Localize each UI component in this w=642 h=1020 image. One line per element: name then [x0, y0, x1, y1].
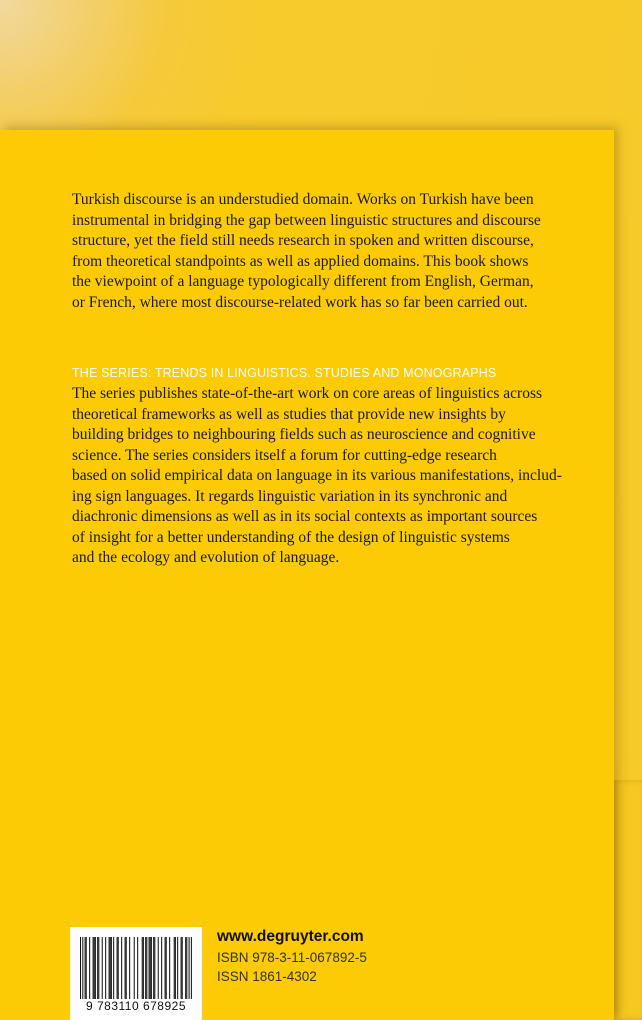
barcode-bar: [174, 937, 175, 999]
barcode-bar: [82, 937, 83, 999]
barcode-bar: [134, 937, 135, 999]
barcode-bar: [149, 937, 150, 999]
barcode-bar: [150, 937, 151, 999]
barcode-bar: [97, 937, 98, 999]
barcode-bar: [143, 937, 144, 999]
barcode-bar: [86, 937, 87, 999]
series-line: based on solid empirical data on language in its various manifestations, includ-: [72, 467, 562, 484]
series-line: building bridges to neighbouring fields such as neuroscience and cognitive: [72, 426, 536, 443]
series-line: theoretical frameworks as well as studies that provide new insights by: [72, 405, 506, 423]
barcode-digits: 9 783110 678925: [85, 999, 187, 1013]
series-line: The series publishes state-of-the-art work on core areas of linguistics across: [72, 385, 543, 402]
barcode-bar: [126, 937, 127, 999]
barcode-bar: [177, 937, 178, 999]
series-line: ing sign languages. It regards linguistic variation in its synchronic and: [72, 487, 508, 505]
barcode-bar: [137, 937, 138, 999]
description-line: Turkish discourse is an understudied domain. Works on Turkish have been: [72, 191, 534, 208]
description-line: instrumental in bridging the gap between linguistic structures and discourse: [72, 211, 541, 229]
barcode-bar: [161, 937, 162, 999]
barcode-bar: [93, 937, 94, 999]
barcode-bar: [129, 937, 130, 999]
barcode-bar: [118, 937, 119, 999]
barcode-bar: [146, 937, 147, 999]
barcode-bar: [158, 937, 159, 999]
barcode-bar: [89, 937, 90, 999]
series-line: science. The series considers itself a forum for cutting-edge research: [72, 446, 497, 464]
barcode-bars: [80, 937, 192, 999]
barcode-bar: [145, 937, 146, 999]
barcode-bar: [153, 937, 154, 999]
barcode-bar: [85, 937, 86, 999]
barcode-bar: [154, 937, 155, 999]
barcode-bar: [98, 937, 99, 999]
barcode-bar: [142, 937, 143, 999]
barcode-bar: [182, 937, 183, 999]
barcode-bar: [111, 937, 112, 999]
series-description: [72, 384, 560, 569]
series-line: diachronic dimensions as well as in its social contexts as important sources: [72, 508, 538, 525]
barcode-bar: [102, 937, 103, 999]
barcode-bar: [80, 937, 81, 999]
barcode-bar: [113, 937, 114, 999]
publisher-url[interactable]: www.degruyter.com: [217, 928, 364, 945]
barcode-bar: [191, 937, 192, 999]
barcode-bar: [94, 937, 95, 999]
description-line: structure, yet the field still needs research in spoken and written discourse,: [72, 232, 534, 249]
cover-edge-strip: [614, 780, 642, 1020]
description-line: or French, where most discourse-related work has so far been carried out.: [72, 293, 528, 311]
barcode-bar: [175, 937, 176, 999]
barcode-bar: [125, 937, 126, 999]
series-line: and the ecology and evolution of language.: [72, 549, 340, 566]
book-description: [72, 190, 560, 313]
barcode-bar: [117, 937, 118, 999]
barcode-bar: [189, 937, 190, 999]
series-heading: THE SERIES: TRENDS IN LINGUISTICS. STUDIES AND MONOGRAPHS: [72, 366, 497, 380]
barcode-bar: [186, 937, 187, 999]
barcode-bar: [169, 937, 170, 999]
barcode-bar: [105, 937, 106, 999]
description-line: from theoretical standpoints as well as applied domains. This book shows: [72, 252, 529, 270]
barcode-bar: [110, 937, 111, 999]
barcode-bar: [121, 937, 122, 999]
barcode-bar: [109, 937, 110, 999]
barcode-bar: [95, 937, 96, 999]
series-line: of insight for a better understanding of the design of linguistic systems: [72, 528, 510, 546]
description-line: the viewpoint of a language typologically different from English, German,: [72, 273, 534, 290]
barcode-bar: [166, 937, 167, 999]
barcode-bar: [185, 937, 186, 999]
barcode-bar: [181, 937, 182, 999]
barcode: [70, 927, 202, 1020]
isbn: ISBN 978-3-11-067892-5: [217, 950, 367, 965]
barcode-bar: [165, 937, 166, 999]
issn: ISSN 1861-4302: [217, 969, 317, 984]
barcode-bar: [151, 937, 152, 999]
